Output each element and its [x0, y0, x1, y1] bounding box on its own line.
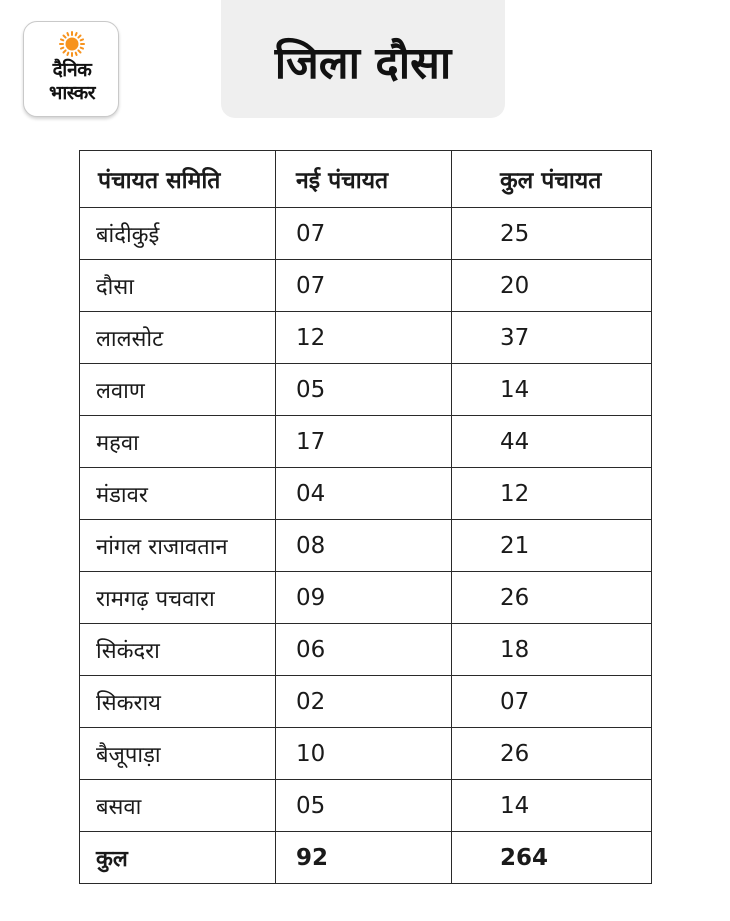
table-row	[80, 260, 652, 312]
cell-new: 02	[276, 676, 452, 728]
cell-samiti: सिकंदरा	[80, 624, 276, 676]
table-row	[80, 312, 652, 364]
table-header-row	[80, 151, 652, 208]
cell-samiti: बैजूपाड़ा	[80, 728, 276, 780]
cell-total: 20	[452, 260, 652, 312]
cell-new: 05	[276, 364, 452, 416]
table-row	[80, 364, 652, 416]
cell-samiti: लालसोट	[80, 312, 276, 364]
brand-logo	[23, 21, 119, 117]
cell-total: 07	[452, 676, 652, 728]
cell-total: 44	[452, 416, 652, 468]
cell-total: 37	[452, 312, 652, 364]
table-row	[80, 572, 652, 624]
cell-new: 09	[276, 572, 452, 624]
cell-samiti: लवाण	[80, 364, 276, 416]
cell-new: 10	[276, 728, 452, 780]
brand-name-line1: दैनिक	[52, 59, 92, 81]
page-title: जिला दौसा	[274, 38, 452, 89]
cell-samiti: बसवा	[80, 780, 276, 832]
column-header-samiti: पंचायत समिति	[80, 151, 276, 208]
cell-total: 26	[452, 572, 652, 624]
cell-total: 25	[452, 208, 652, 260]
cell-new: 05	[276, 780, 452, 832]
cell-new: 07	[276, 260, 452, 312]
table-row	[80, 624, 652, 676]
sun-icon	[59, 31, 85, 57]
panchayat-table	[79, 150, 652, 884]
table-row	[80, 208, 652, 260]
column-header-new: नई पंचायत	[276, 151, 452, 208]
cell-new: 06	[276, 624, 452, 676]
cell-samiti: बांदीकुई	[80, 208, 276, 260]
cell-samiti: नांगल राजावतान	[80, 520, 276, 572]
cell-total: 21	[452, 520, 652, 572]
total-all: 264	[452, 832, 652, 884]
cell-total: 12	[452, 468, 652, 520]
cell-samiti: रामगढ़ पचवारा	[80, 572, 276, 624]
cell-total: 14	[452, 780, 652, 832]
cell-samiti: सिकराय	[80, 676, 276, 728]
cell-new: 07	[276, 208, 452, 260]
brand-name-line2: भास्कर	[48, 82, 96, 104]
title-banner	[221, 0, 505, 118]
table-total-row	[80, 832, 652, 884]
cell-samiti: मंडावर	[80, 468, 276, 520]
column-header-total: कुल पंचायत	[452, 151, 652, 208]
total-label: कुल	[80, 832, 276, 884]
cell-new: 12	[276, 312, 452, 364]
cell-total: 14	[452, 364, 652, 416]
total-new: 92	[276, 832, 452, 884]
table-row	[80, 520, 652, 572]
table-row	[80, 728, 652, 780]
table-row	[80, 780, 652, 832]
table-row	[80, 676, 652, 728]
cell-new: 17	[276, 416, 452, 468]
cell-samiti: महवा	[80, 416, 276, 468]
table-row	[80, 416, 652, 468]
cell-samiti: दौसा	[80, 260, 276, 312]
cell-total: 18	[452, 624, 652, 676]
table-row	[80, 468, 652, 520]
cell-total: 26	[452, 728, 652, 780]
cell-new: 04	[276, 468, 452, 520]
cell-new: 08	[276, 520, 452, 572]
